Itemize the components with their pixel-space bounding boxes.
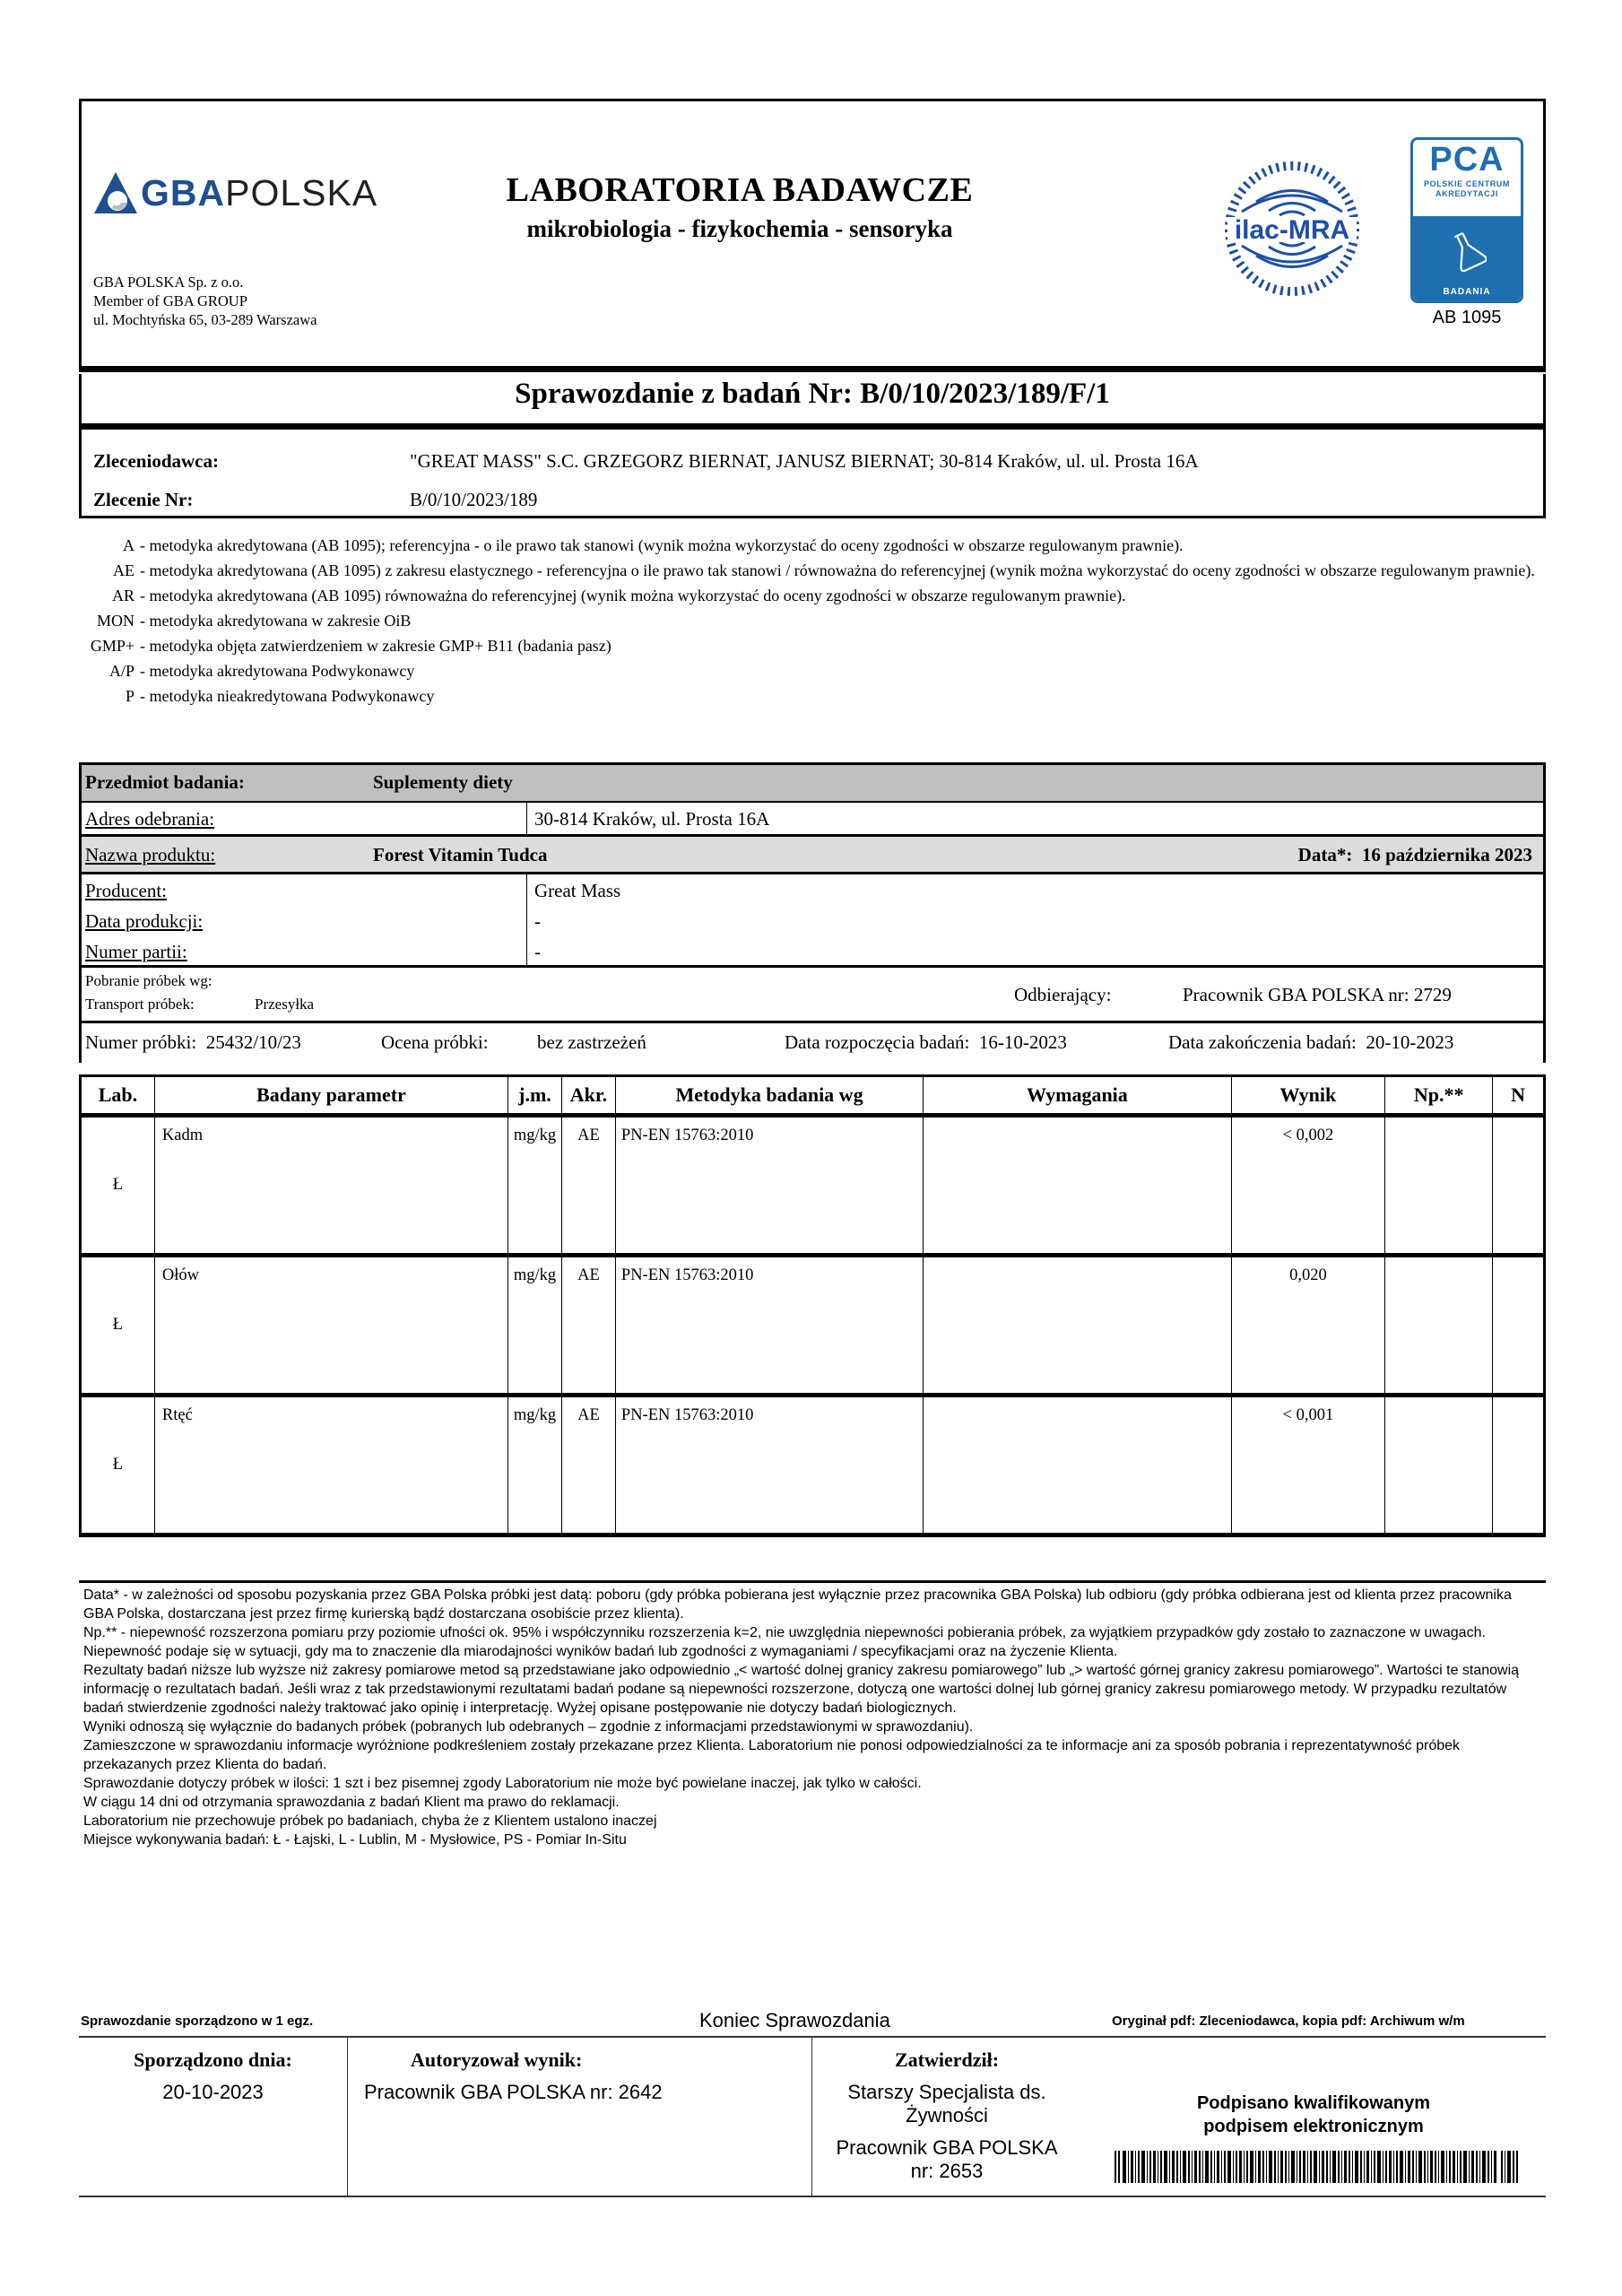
requirement-cell	[924, 1256, 1231, 1396]
parameter-cell: Kadm	[154, 1116, 507, 1256]
authorized-column	[348, 2038, 812, 2197]
accreditation-number: AB 1095	[1432, 308, 1502, 327]
transport-row	[82, 968, 1543, 1023]
pca-sub-line-2: AKREDYTACJI	[1436, 189, 1498, 198]
dates-row	[82, 1023, 1543, 1063]
product-value: Forest Vitamin Tudca	[373, 844, 548, 865]
legend-item: AE - metodyka akredytowana (AB 1095) z zakresu elastycznego - referencyjna o ile prawo tak stanowi / równoważna do referencyjnej (wynik można wykorzystać do oceny zgodności w obszarze regulowanym prawnie).	[113, 561, 1535, 579]
authorized-label: Autoryzował wynik:	[411, 2048, 583, 2071]
address-row	[82, 803, 1543, 837]
end-date: Data zakończenia badań: 20-10-2023	[1168, 1031, 1454, 1053]
legend-item: AR - metodyka akredytowana (AB 1095) równoważna do referencyjnej (wynik można wykorzystać do oceny zgodności w obszarze regulowanym prawnie).	[111, 587, 1126, 604]
assessment-value: bez zastrzeżeń	[537, 1031, 646, 1053]
method-legend	[79, 533, 1558, 709]
batch-label: Numer partii:	[85, 941, 187, 962]
divider	[79, 1580, 1546, 1583]
accreditation-cell: AE	[561, 1116, 615, 1256]
footnote: Laboratorium nie przechowuje próbek po badaniach, chyba że z Klientem ustalono inaczej	[83, 1813, 657, 1829]
report-title: Sprawozdanie z badań Nr: B/0/10/2023/189/F/1	[515, 378, 1110, 410]
pca-accreditation-logo	[1410, 137, 1523, 303]
requirement-cell	[924, 1396, 1231, 1535]
col-accreditation: Akr.	[561, 1076, 615, 1116]
legend-item: GMP+ - metodyka objęta zatwierdzeniem w zakresie GMP+ B11 (badania pasz)	[90, 637, 612, 655]
end-of-report: Koniec Sprawozdania	[699, 2009, 890, 2031]
prepared-column	[79, 2038, 348, 2197]
producer-block	[82, 874, 1543, 968]
start-date: Data rozpoczęcia badań: 16-10-2023	[785, 1031, 1067, 1053]
col-result: Wynik	[1231, 1076, 1385, 1116]
table-row	[81, 1256, 1545, 1396]
accreditation-cell: AE	[561, 1256, 615, 1396]
receiver-value: Pracownik GBA POLSKA nr: 2729	[1183, 984, 1452, 1005]
producer-label: Producent:	[85, 880, 167, 901]
legend-item: A - metodyka akredytowana (AB 1095); referencyjna - o ile prawo tak stanowi (wynik można wykorzystać do oceny zgodności w obszarze regulowanym prawnie).	[123, 536, 1184, 554]
parameter-cell: Ołów	[154, 1256, 507, 1396]
original-copy-note: Oryginał pdf: Zleceniodawca, kopia pdf: Archiwum w/m	[1112, 2013, 1465, 2029]
table-row	[81, 1116, 1545, 1256]
sampling-label: Pobranie próbek wg:	[85, 972, 213, 989]
n-cell	[1493, 1256, 1545, 1396]
legend-item: A/P - metodyka akredytowana Podwykonawcy	[108, 662, 415, 680]
parameter-cell: Rtęć	[154, 1396, 507, 1535]
n-cell	[1493, 1396, 1545, 1535]
col-unit: j.m.	[508, 1076, 562, 1116]
method-cell: PN-EN 15763:2010	[615, 1116, 923, 1256]
order-value: B/0/10/2023/189	[410, 489, 538, 510]
flask-icon	[1451, 229, 1487, 272]
ilac-mra-logo	[1224, 161, 1360, 296]
footnotes	[83, 1586, 1545, 1849]
company-name: GBA POLSKA Sp. z o.o.	[93, 274, 244, 291]
table-header	[81, 1076, 1545, 1116]
footnote: Miejsce wykonywania badań: Ł - Łajski, L - Lublin, M - Mysłowice, PS - Pomiar In-Situ	[83, 1832, 627, 1848]
logo-wordmark: GBAPOLSKA	[141, 172, 378, 213]
uncertainty-cell	[1385, 1116, 1493, 1256]
footnote: Data* - w zależności od sposobu pozyskania przez GBA Polska próbki jest datą: poboru (gdy próbka pobierana jest wyłącznie przez pracownika GBA Polska) lub odbioru (gdy próbka odbierana jest od klienta przez pracownika GBA Polska, dostarczana jest przez firmę kurierską bądź dostarczana osobiście przez klienta).	[83, 1587, 1512, 1622]
requirement-cell	[924, 1116, 1231, 1256]
batch-value: -	[534, 941, 541, 962]
receiver-label: Odbierający:	[1014, 984, 1112, 1005]
n-cell	[1493, 1116, 1545, 1256]
address-label: Adres odebrania:	[85, 808, 215, 830]
client-box	[79, 429, 1546, 518]
unit-cell: mg/kg	[508, 1256, 562, 1396]
address-value: 30-814 Kraków, ul. Prosta 16A	[534, 808, 770, 830]
authorized-value: Pracownik GBA POLSKA nr: 2642	[364, 2081, 663, 2103]
footnote: W ciągu 14 dni od otrzymania sprawozdania z badań Klient ma prawo do reklamacji.	[83, 1795, 620, 1810]
company-info	[93, 273, 317, 329]
results-table	[79, 1074, 1546, 1537]
pca-wordmark: PCA	[1429, 141, 1505, 178]
client-value: "GREAT MASS" S.C. GRZEGORZ BIERNAT, JANUSZ BIERNAT; 30-814 Kraków, ul. ul. Prosta 16A	[410, 450, 1199, 472]
approved-role: Starszy Specjalista ds. Żywności	[847, 2081, 1046, 2126]
col-n: N	[1493, 1076, 1545, 1116]
lab-cell: Ł	[81, 1116, 155, 1256]
ilac-mra-icon	[1224, 161, 1360, 296]
sample-info	[79, 762, 1546, 1063]
uncertainty-cell	[1385, 1256, 1493, 1396]
subject-row	[82, 765, 1543, 803]
footnote: Zamieszczone w sprawozdaniu informacje wyróżnione podkreśleniem zostały przekazane przez Klienta. Laboratorium nie ponosi odpowiedzialności za te informacje ani za sposób pobrania i reprezentatywność próbek przekazanych przez Klienta do badań.	[83, 1738, 1461, 1772]
production-date-value: -	[534, 910, 541, 932]
subject-value: Suplementy diety	[373, 771, 513, 793]
result-cell: 0,020	[1231, 1256, 1385, 1396]
transport-label: Transport próbek:	[85, 996, 195, 1013]
approved-label: Zatwierdził:	[894, 2048, 1000, 2071]
lab-cell: Ł	[81, 1256, 155, 1396]
unit-cell: mg/kg	[508, 1116, 562, 1256]
copies-note: Sprawozdanie sporządzono w 1 egz.	[81, 2013, 314, 2029]
col-parameter: Badany parametr	[154, 1076, 507, 1116]
svg-text:ilac-MRA: ilac-MRA	[1234, 215, 1350, 245]
sample-number: Numer próbki: 25432/10/23	[85, 1031, 301, 1053]
col-requirements: Wymagania	[924, 1076, 1231, 1116]
transport-value: Przesyłka	[255, 996, 315, 1013]
barcode-icon	[1115, 2151, 1518, 2183]
producer-value: Great Mass	[534, 880, 621, 901]
lab-title: LABORATORIA BADAWCZE	[506, 171, 974, 209]
sample-date: Data*: 16 października 2023	[1297, 844, 1532, 865]
e-signature-text: Podpisano kwalifikowanym podpisem elektronicznym	[1196, 2093, 1431, 2136]
company-address: ul. Mochtyńska 65, 03-289 Warszawa	[93, 311, 317, 328]
legend-item: MON - metodyka akredytowana w zakresie OiB	[96, 612, 412, 630]
legend-item: P - metodyka nieakredytowana Podwykonawcy	[125, 687, 435, 705]
uncertainty-cell	[1385, 1396, 1493, 1535]
approved-column	[812, 2038, 1081, 2197]
footnote: Np.** - niepewność rozszerzona pomiaru przy poziomie ufności ok. 95% i współczynniku rozszerzenia k=2, nie uwzględnia niepewności pobierania próbek, za wyjątkiem przypadków gdy zostało to zaznaczone w uwagach.	[83, 1625, 1486, 1640]
approved-value: Pracownik GBA POLSKA nr: 2653	[836, 2136, 1058, 2182]
footnote: Rezultaty badań niższe lub wyższe niż zakresy pomiarowe metod są przedstawiane jako odpowiednio „< wartość dolnej granicy zakresu pomiarowego” lub „> wartość górnej granicy zakresu pomiarowego”. Wartości te stanowią informację o rezultatach badań. Jeśli wraz z tak przedstawionymi rezultatami badań podane są niepewności rozszerzone, dotyczą one wartości dolnej lub górnej granicy zakresu pomiarowego metody. W przypadku rezultatów badań stwierdzenie zgodności należy traktować jako opinię i interpretację. Wyżej opisane postępowanie nie dotyczy badań biologicznych.	[83, 1663, 1520, 1716]
footnote: Sprawozdanie dotyczy próbek w ilości: 1 szt i bez pisemnej zgody Laboratorium nie może być powielane inaczej, jak tylko w całości.	[83, 1776, 922, 1791]
col-method: Metodyka badania wg	[615, 1076, 923, 1116]
footnote: Niepewność podaje się w sytuacji, gdy ma to znaczenie dla miarodajności wyników badań lub zgodności z wymaganiami / specyfikacjami oraz na życzenie Klienta.	[83, 1644, 1118, 1659]
unit-cell: mg/kg	[508, 1396, 562, 1535]
lab-subtitle: mikrobiologia - fizykochemia - sensoryka	[526, 215, 953, 242]
pca-badania-label: BADANIA	[1443, 287, 1491, 297]
divider	[79, 366, 1546, 372]
product-row	[82, 837, 1543, 874]
production-date-label: Data produkcji:	[85, 910, 204, 932]
footnote: Wyniki odnoszą się wyłącznie do badanych próbek (pobranych lub odebranych – zgodnie z informacjami przedstawionymi w sprawozdaniu).	[83, 1719, 974, 1735]
result-cell: < 0,001	[1231, 1396, 1385, 1535]
gba-triangle-icon	[94, 172, 137, 213]
subject-label: Przedmiot badania:	[85, 771, 245, 793]
assessment-label: Ocena próbki:	[381, 1031, 489, 1053]
lab-cell: Ł	[81, 1396, 155, 1535]
method-cell: PN-EN 15763:2010	[615, 1396, 923, 1535]
pca-sub-line-1: POLSKIE CENTRUM	[1423, 179, 1510, 188]
col-uncertainty: Np.**	[1385, 1076, 1493, 1116]
prepared-date: 20-10-2023	[162, 2081, 264, 2103]
table-row	[81, 1396, 1545, 1535]
product-label: Nazwa produktu:	[85, 844, 216, 865]
gba-polska-logo	[94, 170, 390, 215]
prepared-label: Sporządzono dnia:	[134, 2048, 292, 2071]
client-label: Zleceniodawca:	[93, 450, 219, 472]
company-group: Member of GBA GROUP	[93, 292, 247, 309]
order-label: Zlecenie Nr:	[93, 489, 194, 510]
col-lab: Lab.	[81, 1076, 155, 1116]
method-cell: PN-EN 15763:2010	[615, 1256, 923, 1396]
result-cell: < 0,002	[1231, 1116, 1385, 1256]
accreditation-cell: AE	[561, 1396, 615, 1535]
